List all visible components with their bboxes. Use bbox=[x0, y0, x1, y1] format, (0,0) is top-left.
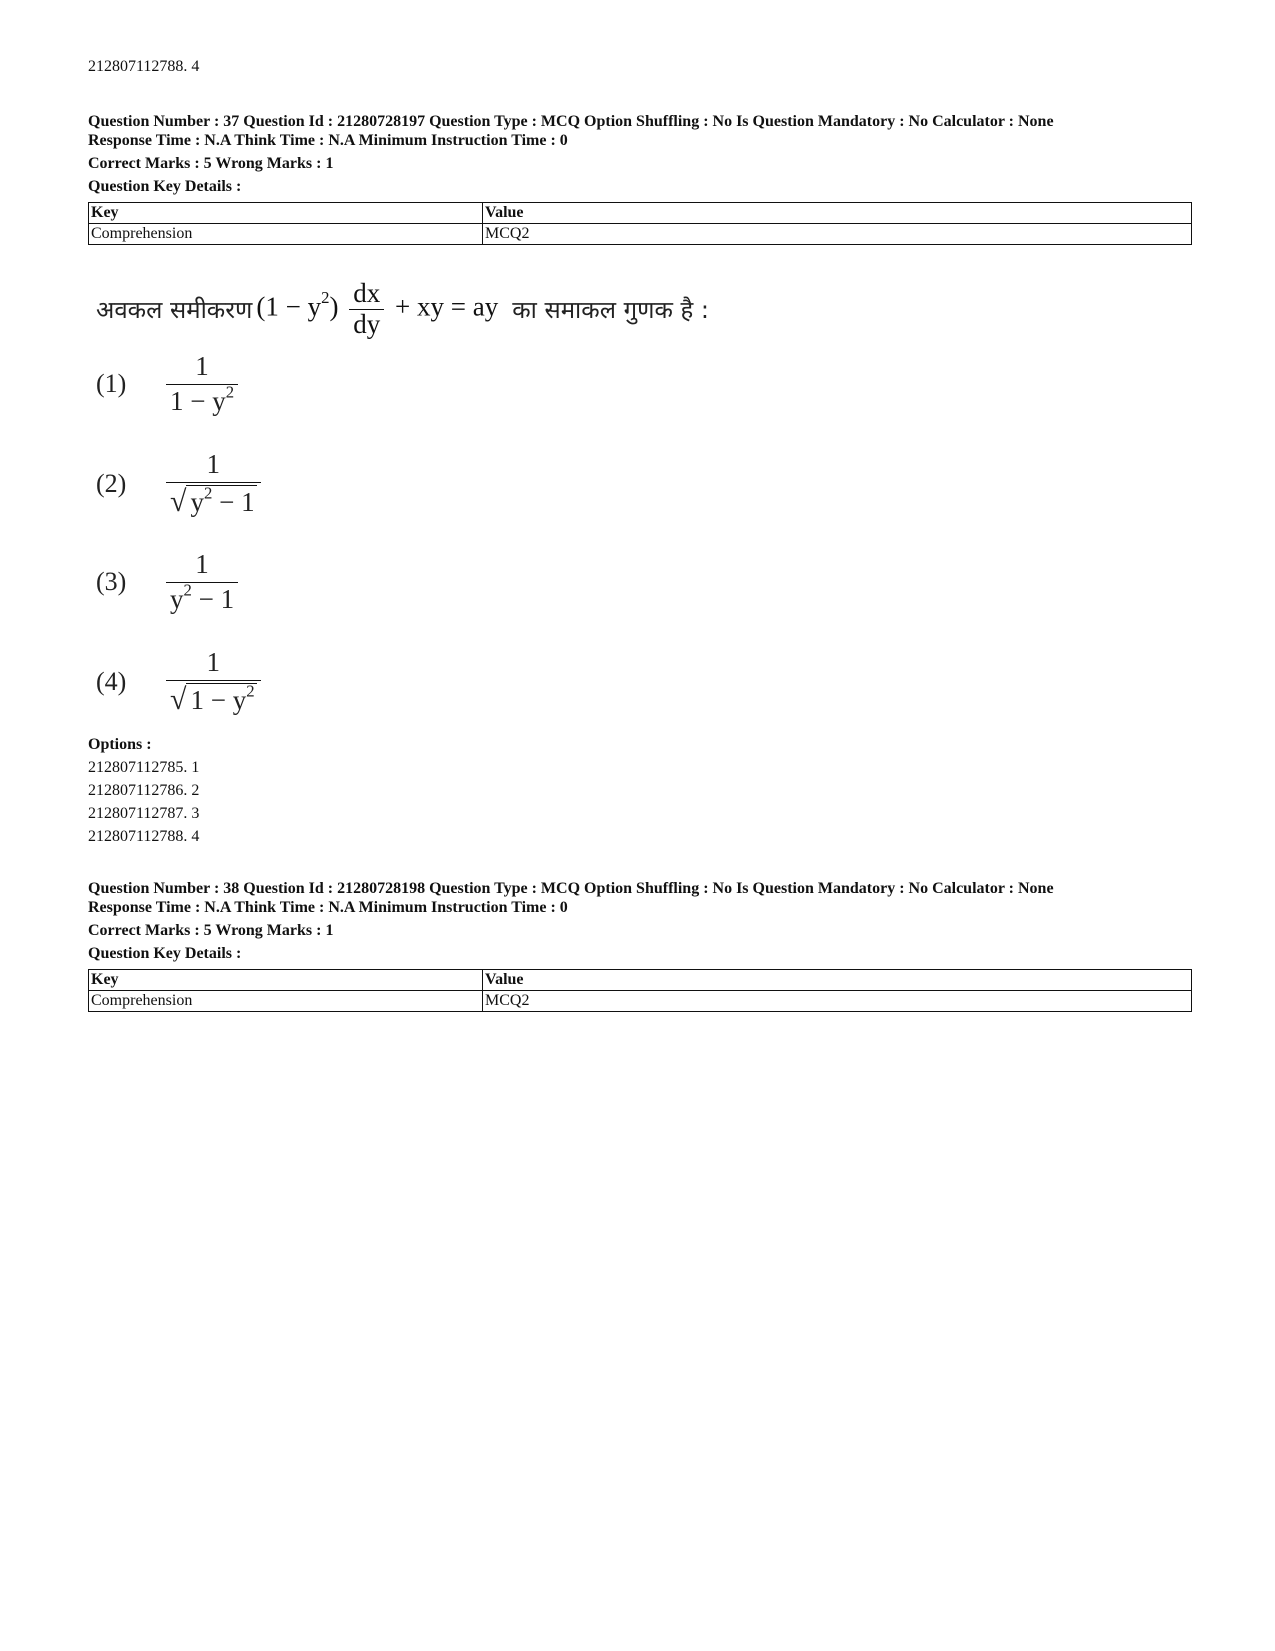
option-label: (4) bbox=[96, 667, 127, 697]
answer-option-2 bbox=[96, 450, 265, 518]
stem-eq-sup: 2 bbox=[321, 287, 330, 307]
option-denominator bbox=[166, 680, 261, 716]
stem-eq-close: ) bbox=[329, 291, 339, 322]
radical-sign-icon: √ bbox=[170, 683, 187, 717]
option-denominator bbox=[166, 384, 238, 417]
den-sup: 2 bbox=[183, 580, 192, 600]
stem-equation bbox=[256, 279, 498, 339]
radicand bbox=[186, 683, 256, 716]
option-id-3: 212807112787. 3 bbox=[88, 805, 200, 822]
question-37-key-details-label: Question Key Details : bbox=[88, 178, 242, 195]
sqrt-symbol bbox=[170, 683, 257, 716]
question-37-marks: Correct Marks : 5 Wrong Marks : 1 bbox=[88, 155, 334, 172]
den-pre: y bbox=[190, 486, 204, 517]
option-fraction bbox=[166, 648, 261, 716]
sqrt-symbol bbox=[170, 485, 257, 518]
option-fraction bbox=[166, 352, 238, 416]
table-cell-value: MCQ2 bbox=[483, 224, 1192, 245]
question-38-meta-line2: Response Time : N.A Think Time : N.A Minimum Instruction Time : 0 bbox=[88, 899, 568, 916]
option-fraction bbox=[166, 550, 238, 614]
den-sup: 2 bbox=[225, 382, 235, 402]
option-denominator bbox=[166, 582, 238, 615]
question-38-key-table bbox=[88, 969, 1192, 1012]
question-stem bbox=[96, 276, 709, 342]
table-header-key: Key bbox=[89, 203, 483, 224]
table-header-key: Key bbox=[89, 970, 483, 991]
question-38-marks: Correct Marks : 5 Wrong Marks : 1 bbox=[88, 922, 334, 939]
option-numerator: 1 bbox=[195, 549, 209, 579]
den-sup: 2 bbox=[203, 483, 213, 503]
radicand bbox=[186, 485, 256, 518]
answer-option-1 bbox=[96, 352, 242, 416]
table-row bbox=[89, 991, 1192, 1012]
den-pre: y bbox=[170, 583, 184, 614]
den-pre: 1 − y bbox=[190, 684, 247, 715]
question-38-meta-line1: Question Number : 38 Question Id : 21280728198 Question Type : MCQ Option Shuffling : No Is Question Mandatory : No Calculator : None bbox=[88, 880, 1054, 897]
stem-derivative-fraction bbox=[349, 279, 384, 339]
den-post: − 1 bbox=[212, 486, 255, 517]
stem-eq-right: + xy = ay bbox=[395, 291, 499, 322]
option-denominator bbox=[166, 482, 261, 518]
answer-option-3 bbox=[96, 550, 242, 614]
den-pre: 1 − y bbox=[170, 385, 226, 416]
answer-option-4 bbox=[96, 648, 265, 716]
options-heading: Options : bbox=[88, 736, 152, 753]
radical-sign-icon: √ bbox=[170, 485, 187, 519]
table-cell-key: Comprehension bbox=[89, 991, 483, 1012]
table-header-value: Value bbox=[483, 970, 1192, 991]
option-label: (1) bbox=[96, 369, 127, 399]
option-label: (3) bbox=[96, 567, 127, 597]
stem-frac-den: dy bbox=[349, 309, 384, 340]
question-37-key-table bbox=[88, 202, 1192, 245]
stem-eq-left: (1 − y bbox=[256, 291, 322, 322]
question-38-key-details-label: Question Key Details : bbox=[88, 945, 242, 962]
table-header-row bbox=[89, 203, 1192, 224]
option-numerator: 1 bbox=[195, 351, 209, 381]
option-id-4: 212807112788. 4 bbox=[88, 828, 200, 845]
question-37-meta-line2: Response Time : N.A Think Time : N.A Minimum Instruction Time : 0 bbox=[88, 132, 568, 149]
table-cell-key: Comprehension bbox=[89, 224, 483, 245]
table-header-value: Value bbox=[483, 203, 1192, 224]
option-numerator: 1 bbox=[206, 647, 221, 677]
table-cell-value: MCQ2 bbox=[483, 991, 1192, 1012]
stem-hindi-prefix: अवकल समीकरण bbox=[96, 295, 253, 324]
den-post: − 1 bbox=[191, 583, 235, 614]
stem-frac-num: dx bbox=[353, 277, 381, 308]
option-numerator: 1 bbox=[206, 449, 221, 479]
table-row bbox=[89, 224, 1192, 245]
option-label: (2) bbox=[96, 469, 127, 499]
question-37-meta-line1: Question Number : 37 Question Id : 21280728197 Question Type : MCQ Option Shuffling : No Is Question Mandatory : No Calculator : None bbox=[88, 113, 1054, 130]
stem-hindi-suffix: का समाकल गुणक है : bbox=[512, 295, 709, 324]
option-id-1: 212807112785. 1 bbox=[88, 759, 200, 776]
den-sup: 2 bbox=[246, 681, 255, 701]
option-fraction bbox=[166, 450, 261, 518]
header-option-code: 212807112788. 4 bbox=[88, 58, 200, 75]
option-id-2: 212807112786. 2 bbox=[88, 782, 200, 799]
table-header-row bbox=[89, 970, 1192, 991]
